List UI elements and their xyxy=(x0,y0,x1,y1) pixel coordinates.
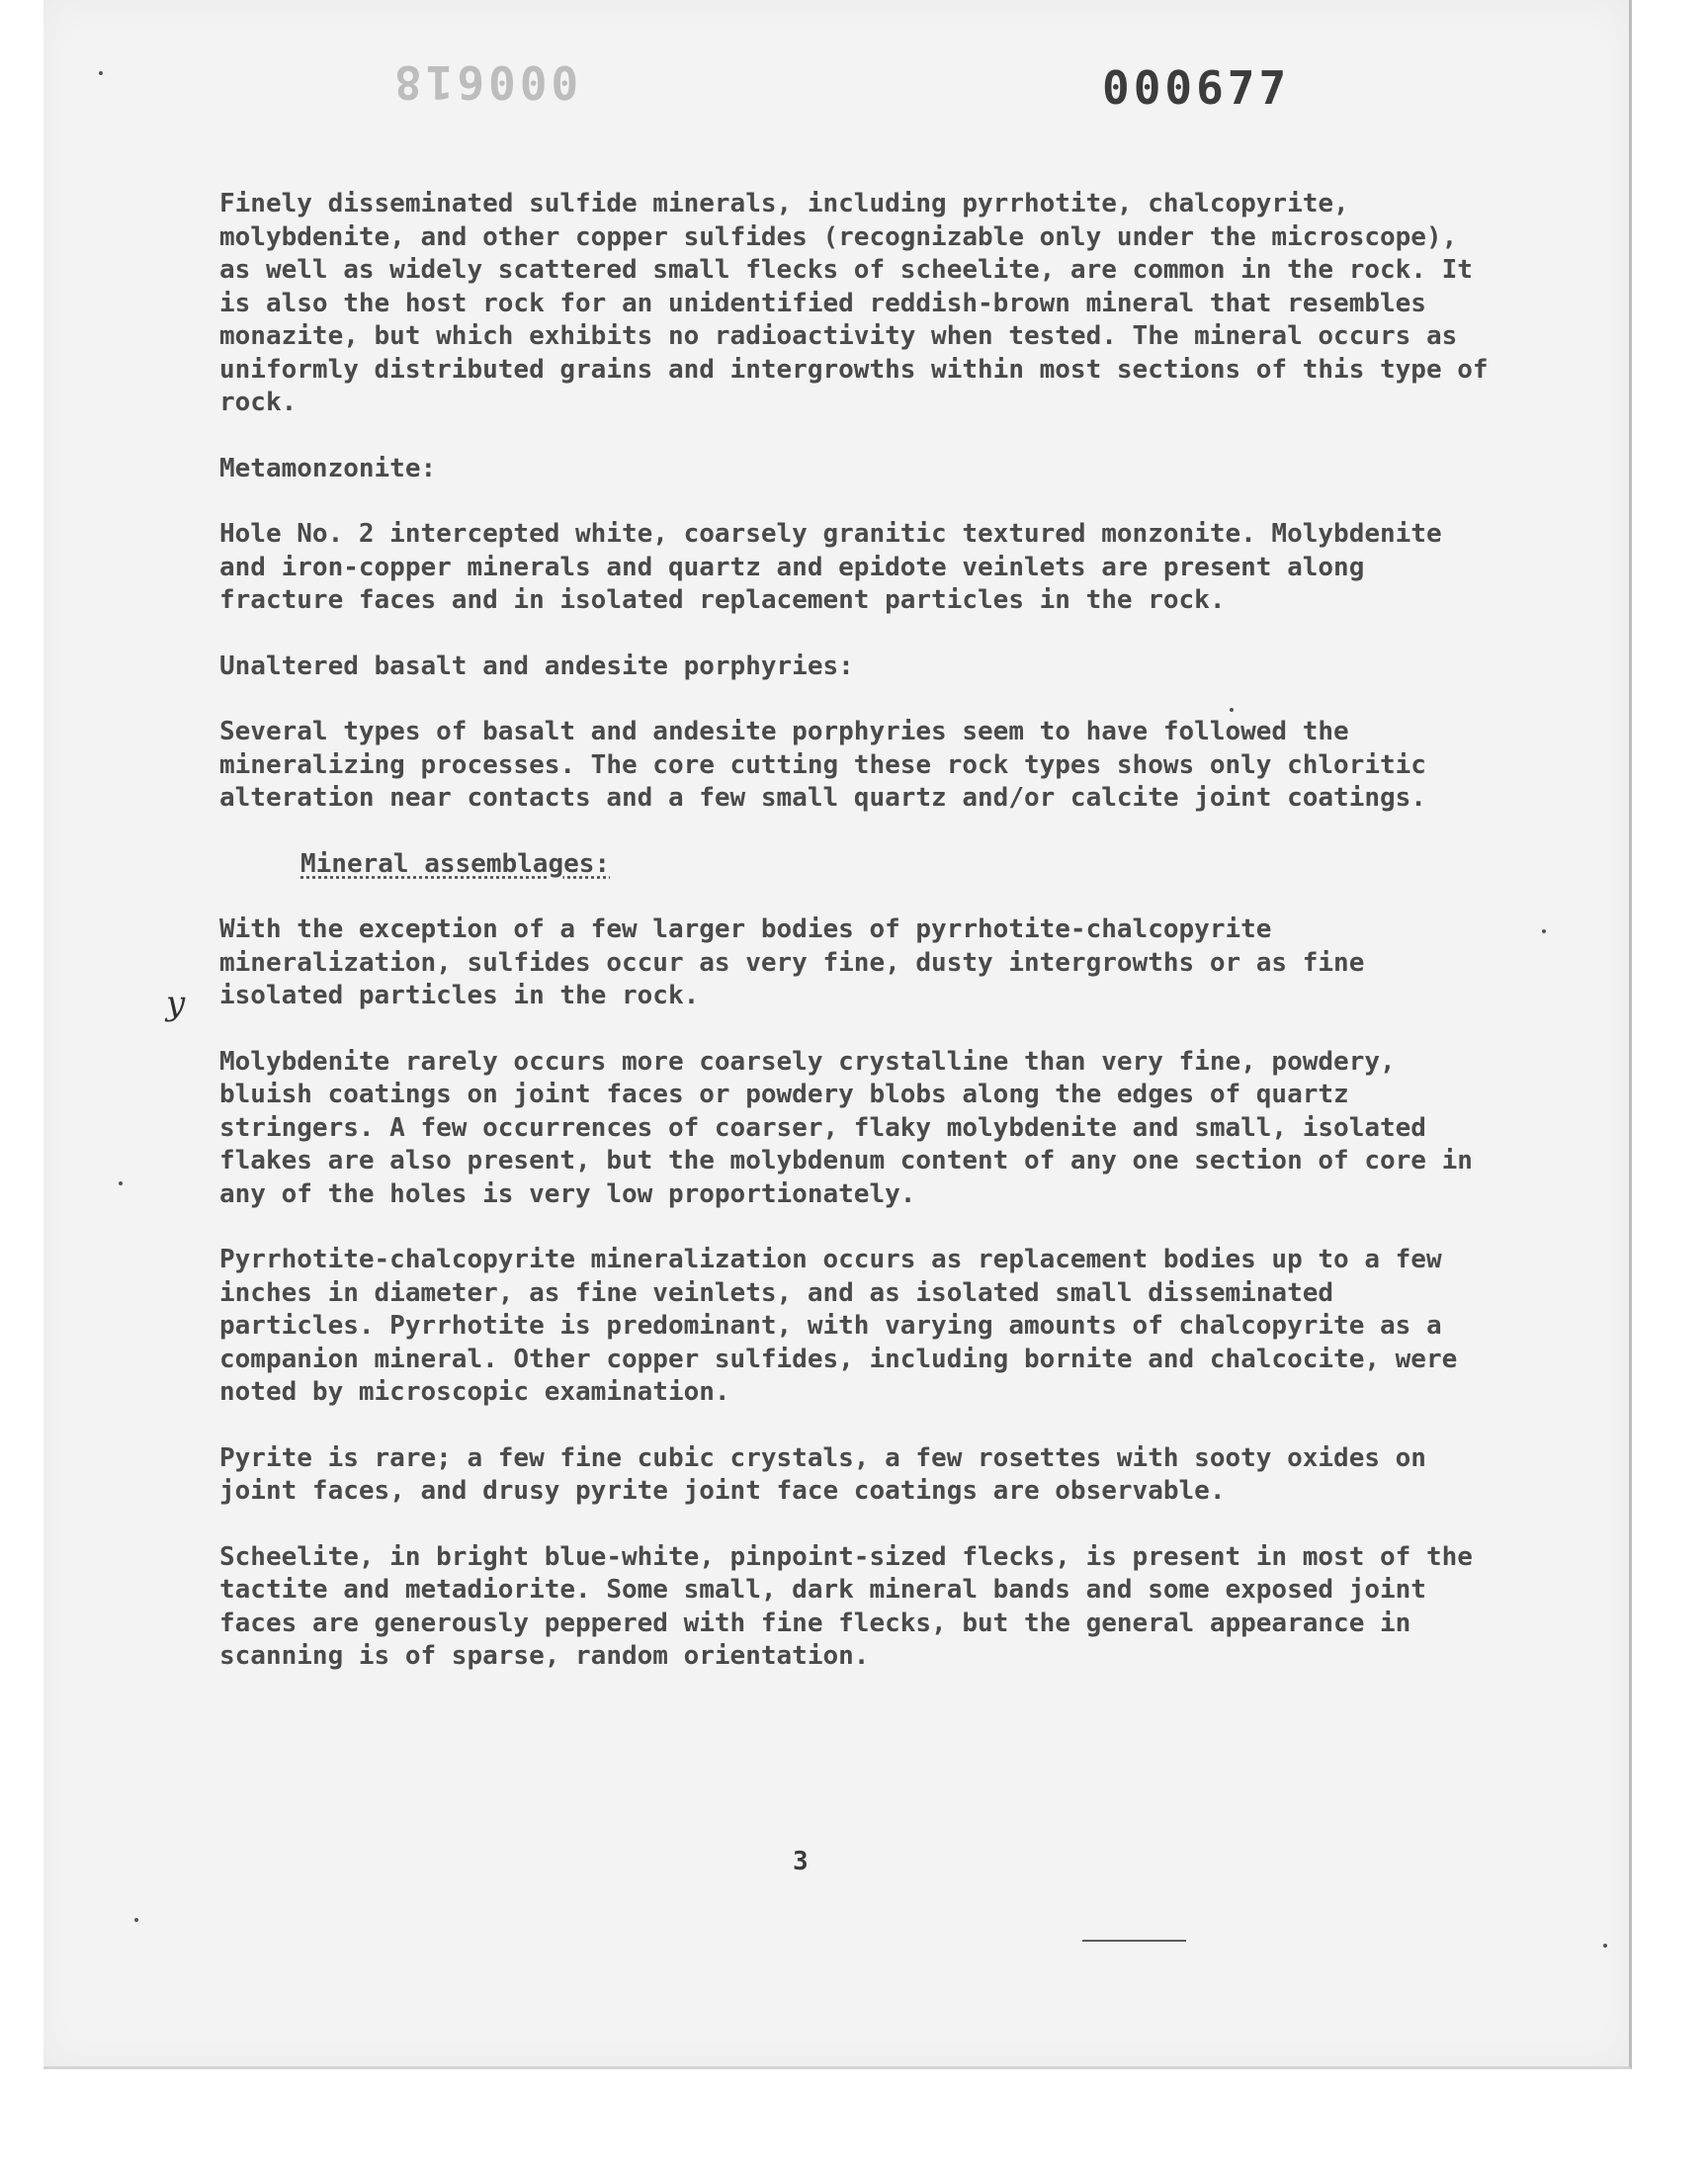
paragraph-hole-2: Hole No. 2 intercepted white, coarsely granitic textured monzonite. Molybdenite and iron-copper minerals and quartz and epidote veinlets are present along fracture faces and in isolated replacement particles in the rock. xyxy=(219,519,1442,615)
document-body xyxy=(219,188,1494,1706)
heading-mineral-assemblages: Mineral assemblages: xyxy=(300,848,611,879)
paragraph-sulfide-minerals: Finely disseminated sulfide minerals, including pyrrhotite, chalcopyrite, molybdenite, and other copper sulfides (recognizable only under the microscope), as well as widely scattered small flecks of scheelite, are common in the rock. It is also the host rock for an unidentified reddish-brown mineral that resembles monazite, but which exhibits no radioactivity when tested. The mineral occurs as uniformly distributed grains and intergrowths within most sections of this type of rock. xyxy=(219,189,1489,417)
scan-speck xyxy=(1542,929,1546,933)
scan-speck xyxy=(1230,708,1234,712)
scan-rule-line xyxy=(1082,1940,1186,1942)
mirrored-document-number: 000618 xyxy=(390,55,579,109)
document-number: 000677 xyxy=(1102,61,1291,115)
paragraph-pyrrhotite-chalcopyrite: Pyrrhotite-chalcopyrite mineralization occurs as replacement bodies up to a few inches in diameter, as fine veinlets, and as isolated small disseminated particles. Pyrrhotite is predominant, with varying amounts of chalcopyrite as a companion mineral. Other copper sulfides, including bornite and chalcocite, were noted by microscopic examination. xyxy=(219,1245,1458,1407)
paragraph-scheelite: Scheelite, in bright blue-white, pinpoint-sized flecks, is present in most of the tactite and metadiorite. Some small, dark mineral bands and some exposed joint faces are generously peppered with fine flecks, but the general appearance in scanning is of sparse, random orientation. xyxy=(219,1541,1473,1671)
paragraph-molybdenite: Molybdenite rarely occurs more coarsely crystalline than very fine, powdery, bluish coatings on joint faces or powdery blobs along the edges of quartz stringers. A few occurrences of coarser, flaky molybdenite and small, isolated flakes are also present, but the molybdenum content of any one section of core in any of the holes is very low proportionately. xyxy=(219,1046,1473,1209)
heading-metamonzonite: Metamonzonite: xyxy=(219,453,437,483)
scan-speck xyxy=(119,1181,123,1185)
scan-speck xyxy=(1603,1944,1607,1948)
heading-unaltered-basalt: Unaltered basalt and andesite porphyries: xyxy=(219,651,854,681)
paragraph-pyrite: Pyrite is rare; a few fine cubic crystals, a few rosettes with sooty oxides on joint faces, and drusy pyrite joint face coatings are observable. xyxy=(219,1442,1426,1506)
paragraph-porphyries: Several types of basalt and andesite porphyries seem to have followed the mineralizing processes. The core cutting these rock types shows only chloritic alteration near contacts and a few small quartz and/or calcite joint coatings. xyxy=(219,717,1426,813)
page-number: 3 xyxy=(793,1847,809,1876)
scan-speck xyxy=(99,71,103,75)
handwritten-margin-mark: y xyxy=(166,984,186,1023)
paragraph-sulfides: With the exception of a few larger bodies of pyrrhotite-chalcopyrite mineralization, sulfides occur as very fine, dusty intergrowths or as fine isolated particles in the rock. xyxy=(219,914,1365,1010)
scan-speck xyxy=(134,1918,138,1922)
